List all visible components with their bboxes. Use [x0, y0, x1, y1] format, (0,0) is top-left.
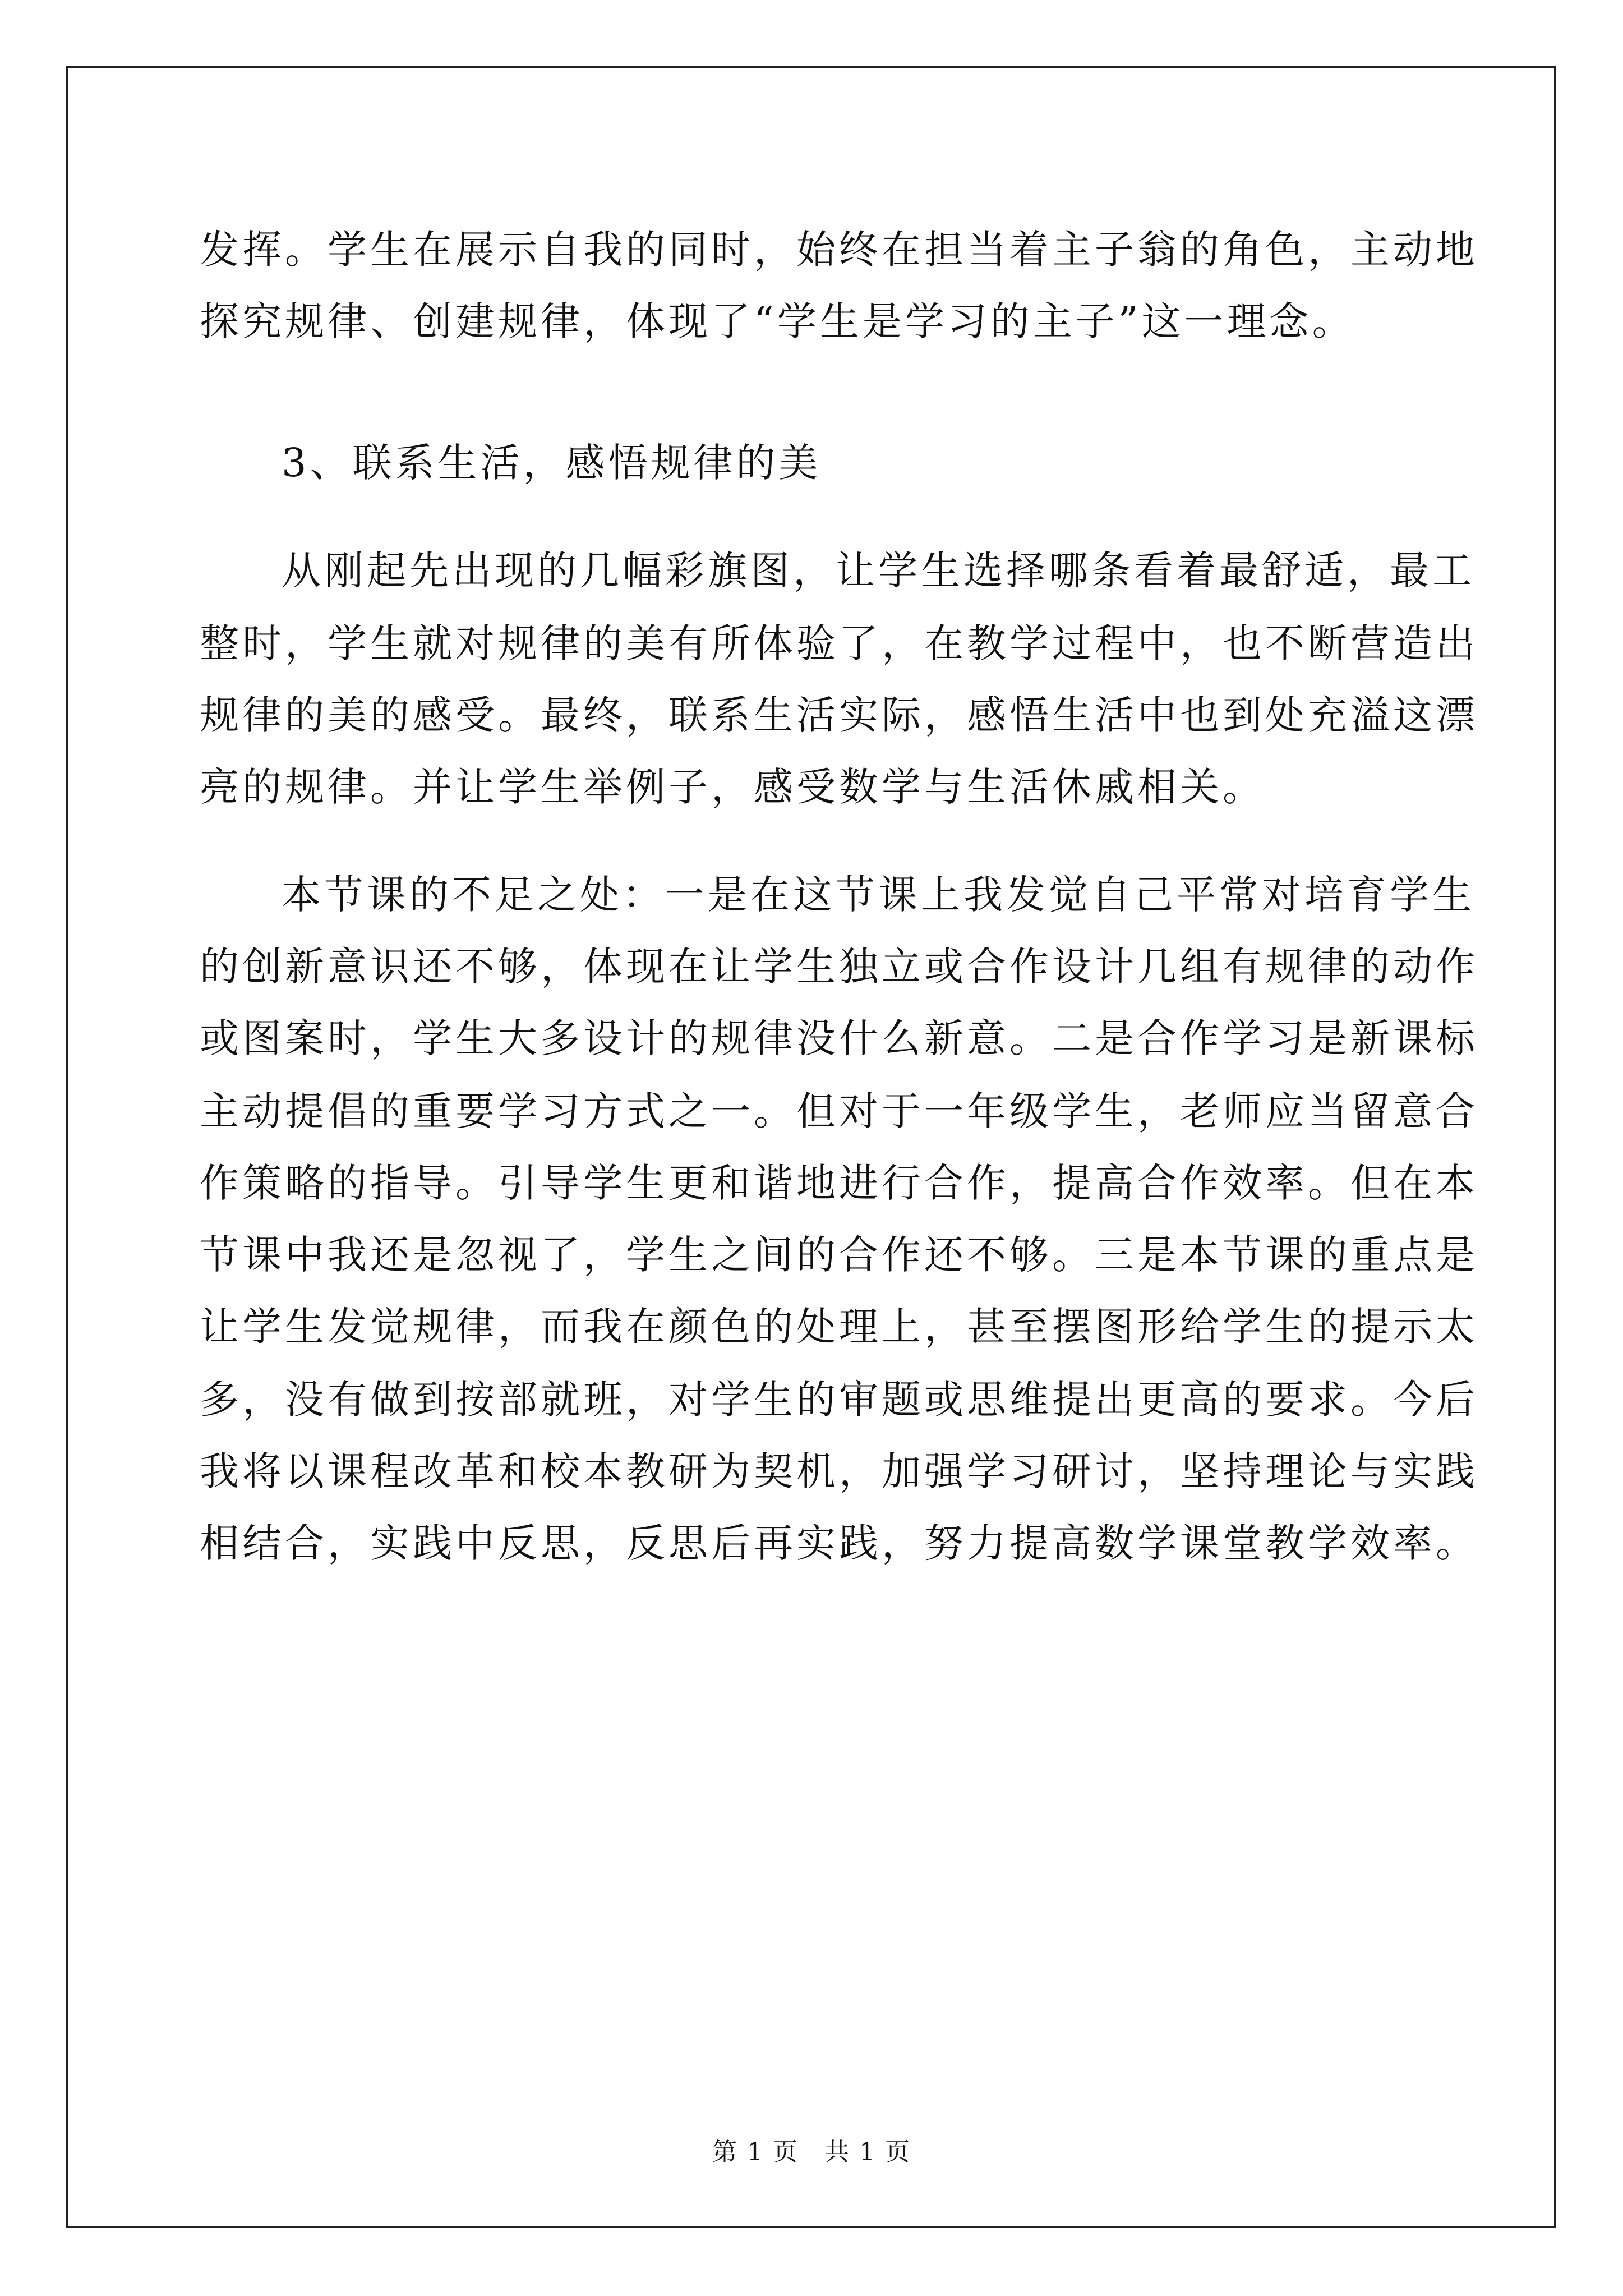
paragraph-line: 的创新意识还不够，体现在让学生独立或合作设计几组有规律的动作 [200, 944, 1478, 990]
paragraph-line: 作策略的指导。引导学生更和谐地进行合作，提高合作效率。但在本 [200, 1160, 1478, 1206]
section-heading: 3、联系生活，感悟规律的美 [282, 440, 822, 486]
paragraph-line: 相结合，实践中反思，反思后再实践，努力提高数学课堂教学效率。 [200, 1520, 1478, 1566]
paragraph-line: 多，没有做到按部就班，对学生的审题或思维提出更高的要求。今后 [200, 1377, 1478, 1423]
paragraph-line: 探究规律、创建规律，体现了“学生是学习的主子”这一理念。 [200, 298, 1355, 344]
paragraph-line: 让学生发觉规律，而我在颜色的处理上，甚至摆图形给学生的提示太 [200, 1304, 1478, 1350]
paragraph-line: 或图案时，学生大多设计的规律没什么新意。二是合作学习是新课标 [200, 1015, 1478, 1061]
paragraph-line: 整时，学生就对规律的美有所体验了，在教学过程中，也不断营造出 [200, 620, 1478, 666]
paragraph-line: 节课中我还是忽视了，学生之间的合作还不够。三是本节课的重点是 [200, 1232, 1478, 1278]
paragraph-line: 亮的规律。并让学生举例子，感受数学与生活休戚相关。 [200, 764, 1265, 810]
paragraph-line: 我将以课程改革和校本教研为契机，加强学习研讨，坚持理论与实践 [200, 1448, 1478, 1494]
paragraph-line: 发挥。学生在展示自我的同时，始终在担当着主子翁的角色，主动地 [200, 227, 1478, 273]
page-border [66, 66, 1556, 2228]
paragraph-line: 本节课的不足之处：一是在这节课上我发觉自己平常对培育学生 [282, 872, 1475, 918]
page-number-footer: 第 1 页 共 1 页 [712, 2138, 911, 2166]
paragraph-line: 规律的美的感受。最终，联系生活实际，感悟生活中也到处充溢这漂 [200, 692, 1478, 738]
paragraph-line: 从刚起先出现的几幅彩旗图，让学生选择哪条看着最舒适，最工 [282, 547, 1475, 593]
paragraph-line: 主动提倡的重要学习方式之一。但对于一年级学生，老师应当留意合 [200, 1088, 1478, 1134]
